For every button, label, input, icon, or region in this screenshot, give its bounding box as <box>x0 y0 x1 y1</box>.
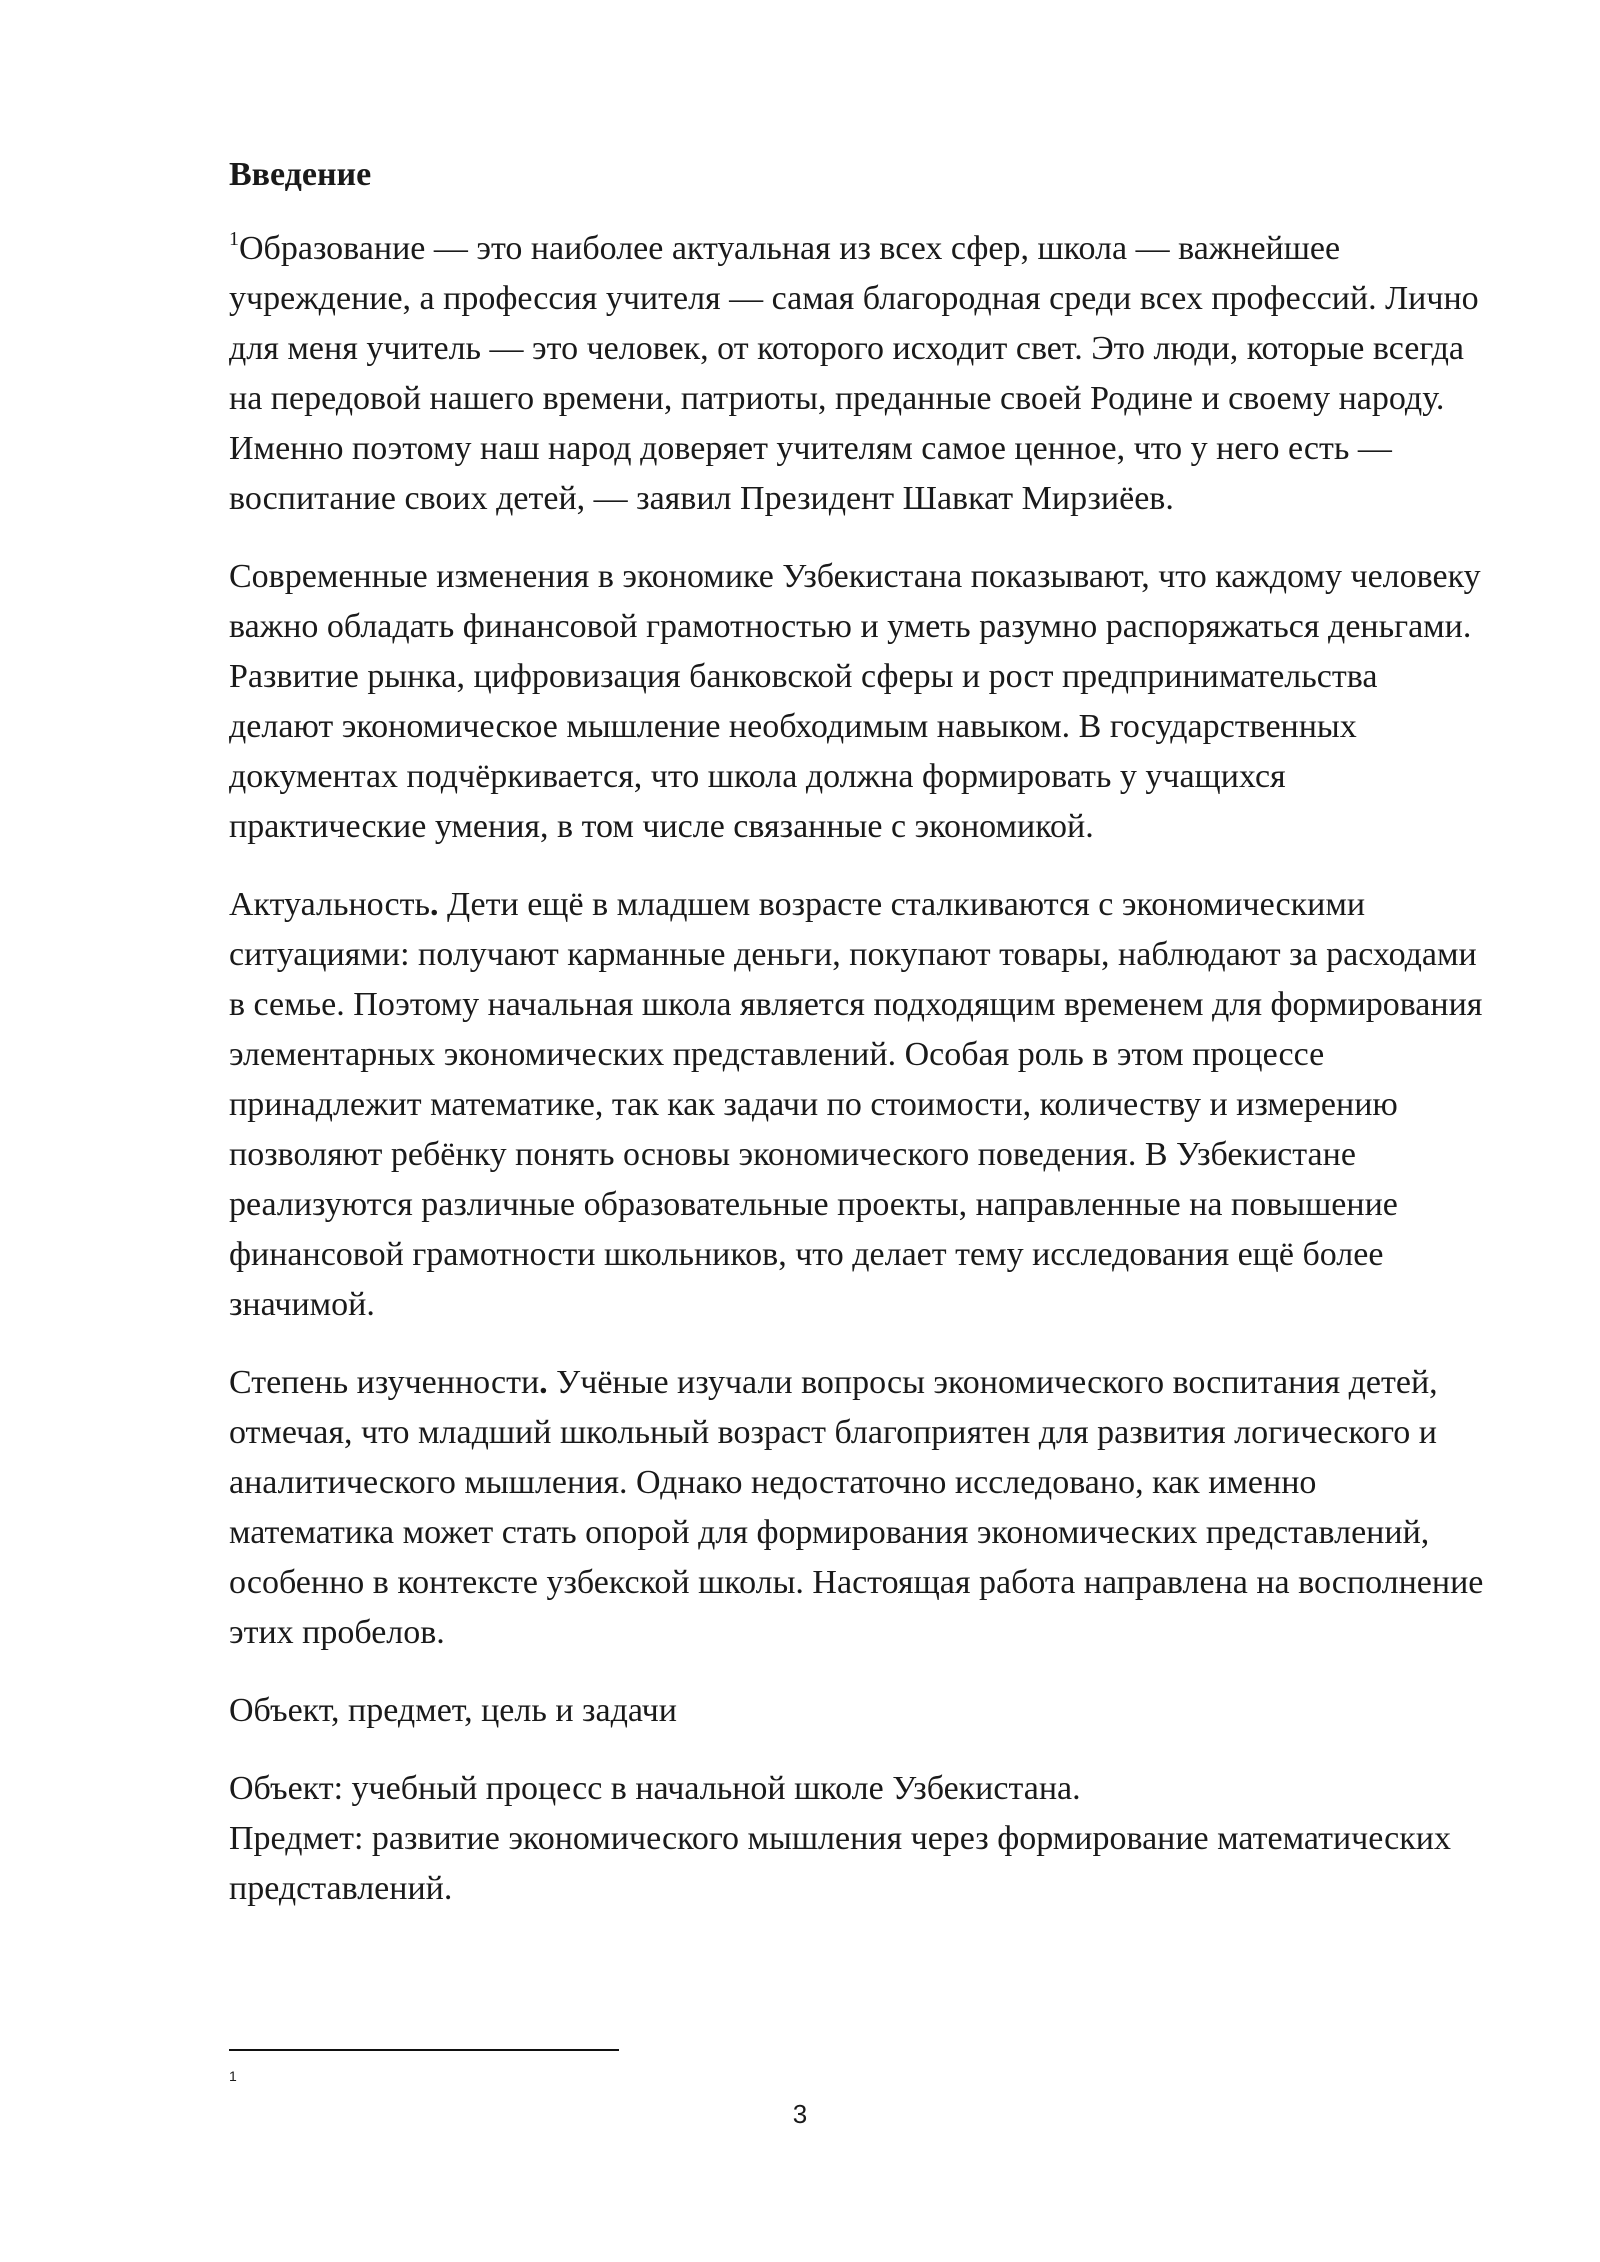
relevance-label: Актуальность <box>229 886 430 923</box>
intro-text: Образование — это наиболее актуальная из всех сфер, школа — важнейшее учреждение, а профессия учителя — самая благородная среди всех профессий. Лично для меня учитель — это человек, от которого исходит свет. Это люди, которые всегда на передовой нашего времени, патриоты, преданные своей Родине и своему народу. Именно поэтому наш народ доверяет учителям самое ценное, что у него есть — воспитание своих детей, — заявил Президент Шавкат Мирзиёев. <box>229 230 1479 517</box>
section-heading: Введение <box>229 156 372 193</box>
page-body <box>229 150 1489 1942</box>
study-degree-text: Учёные изучали вопросы экономического воспитания детей, отмечая, что младший школьный возраст благоприятен для развития логического и аналитического мышления. Однако недостаточно исследовано, как именно математика может стать опорой для формирования экономических представлений, особенно в контексте узбекской школы. Настоящая работа направлена на восполнение этих пробелов. <box>229 1364 1484 1651</box>
intro-paragraph <box>229 224 1489 524</box>
object-line: Объект: учебный процесс в начальной школе Узбекистана. <box>229 1770 1081 1807</box>
footnote-separator <box>229 2049 619 2051</box>
footnote-reference[interactable]: 1 <box>229 227 239 250</box>
page-number: 3 <box>792 2099 808 2129</box>
relevance-paragraph <box>229 880 1489 1330</box>
study-degree-label: Степень изученности <box>229 1364 540 1401</box>
subheading-objectives: Объект, предмет, цель и задачи <box>229 1692 677 1729</box>
economy-paragraph: Современные изменения в экономике Узбекистана показывают, что каждому человеку важно обладать финансовой грамотностью и уметь разумно распоряжаться деньгами. Развитие рынка, цифровизация банковской сферы и рост предпринимательства делают экономическое мышление необходимым навыком. В государственных документах подчёркивается, что школа должна формировать у учащихся практические умения, в том числе связанные с экономикой. <box>229 558 1481 845</box>
subject-line: Предмет: развитие экономического мышления через формирование математических представлений. <box>229 1820 1451 1907</box>
relevance-label-dot: . <box>429 886 439 923</box>
study-degree-paragraph <box>229 1358 1489 1658</box>
study-degree-label-dot: . <box>539 1364 548 1401</box>
relevance-text: Дети ещё в младшем возрасте сталкиваются с экономическими ситуациями: получают карманные деньги, покупают товары, наблюдают за расходами в семье. Поэтому начальная школа является подходящим временем для формирования элементарных экономических представлений. Особая роль в этом процессе принадлежит математике, так как задачи по стоимости, количеству и измерению позволяют ребёнку понять основы экономического поведения. В Узбекистане реализуются различные образовательные проекты, направленные на повышение финансовой грамотности школьников, что делает тему исследования ещё более значимой. <box>229 886 1483 1323</box>
footnote-number: 1 <box>229 2068 237 2084</box>
